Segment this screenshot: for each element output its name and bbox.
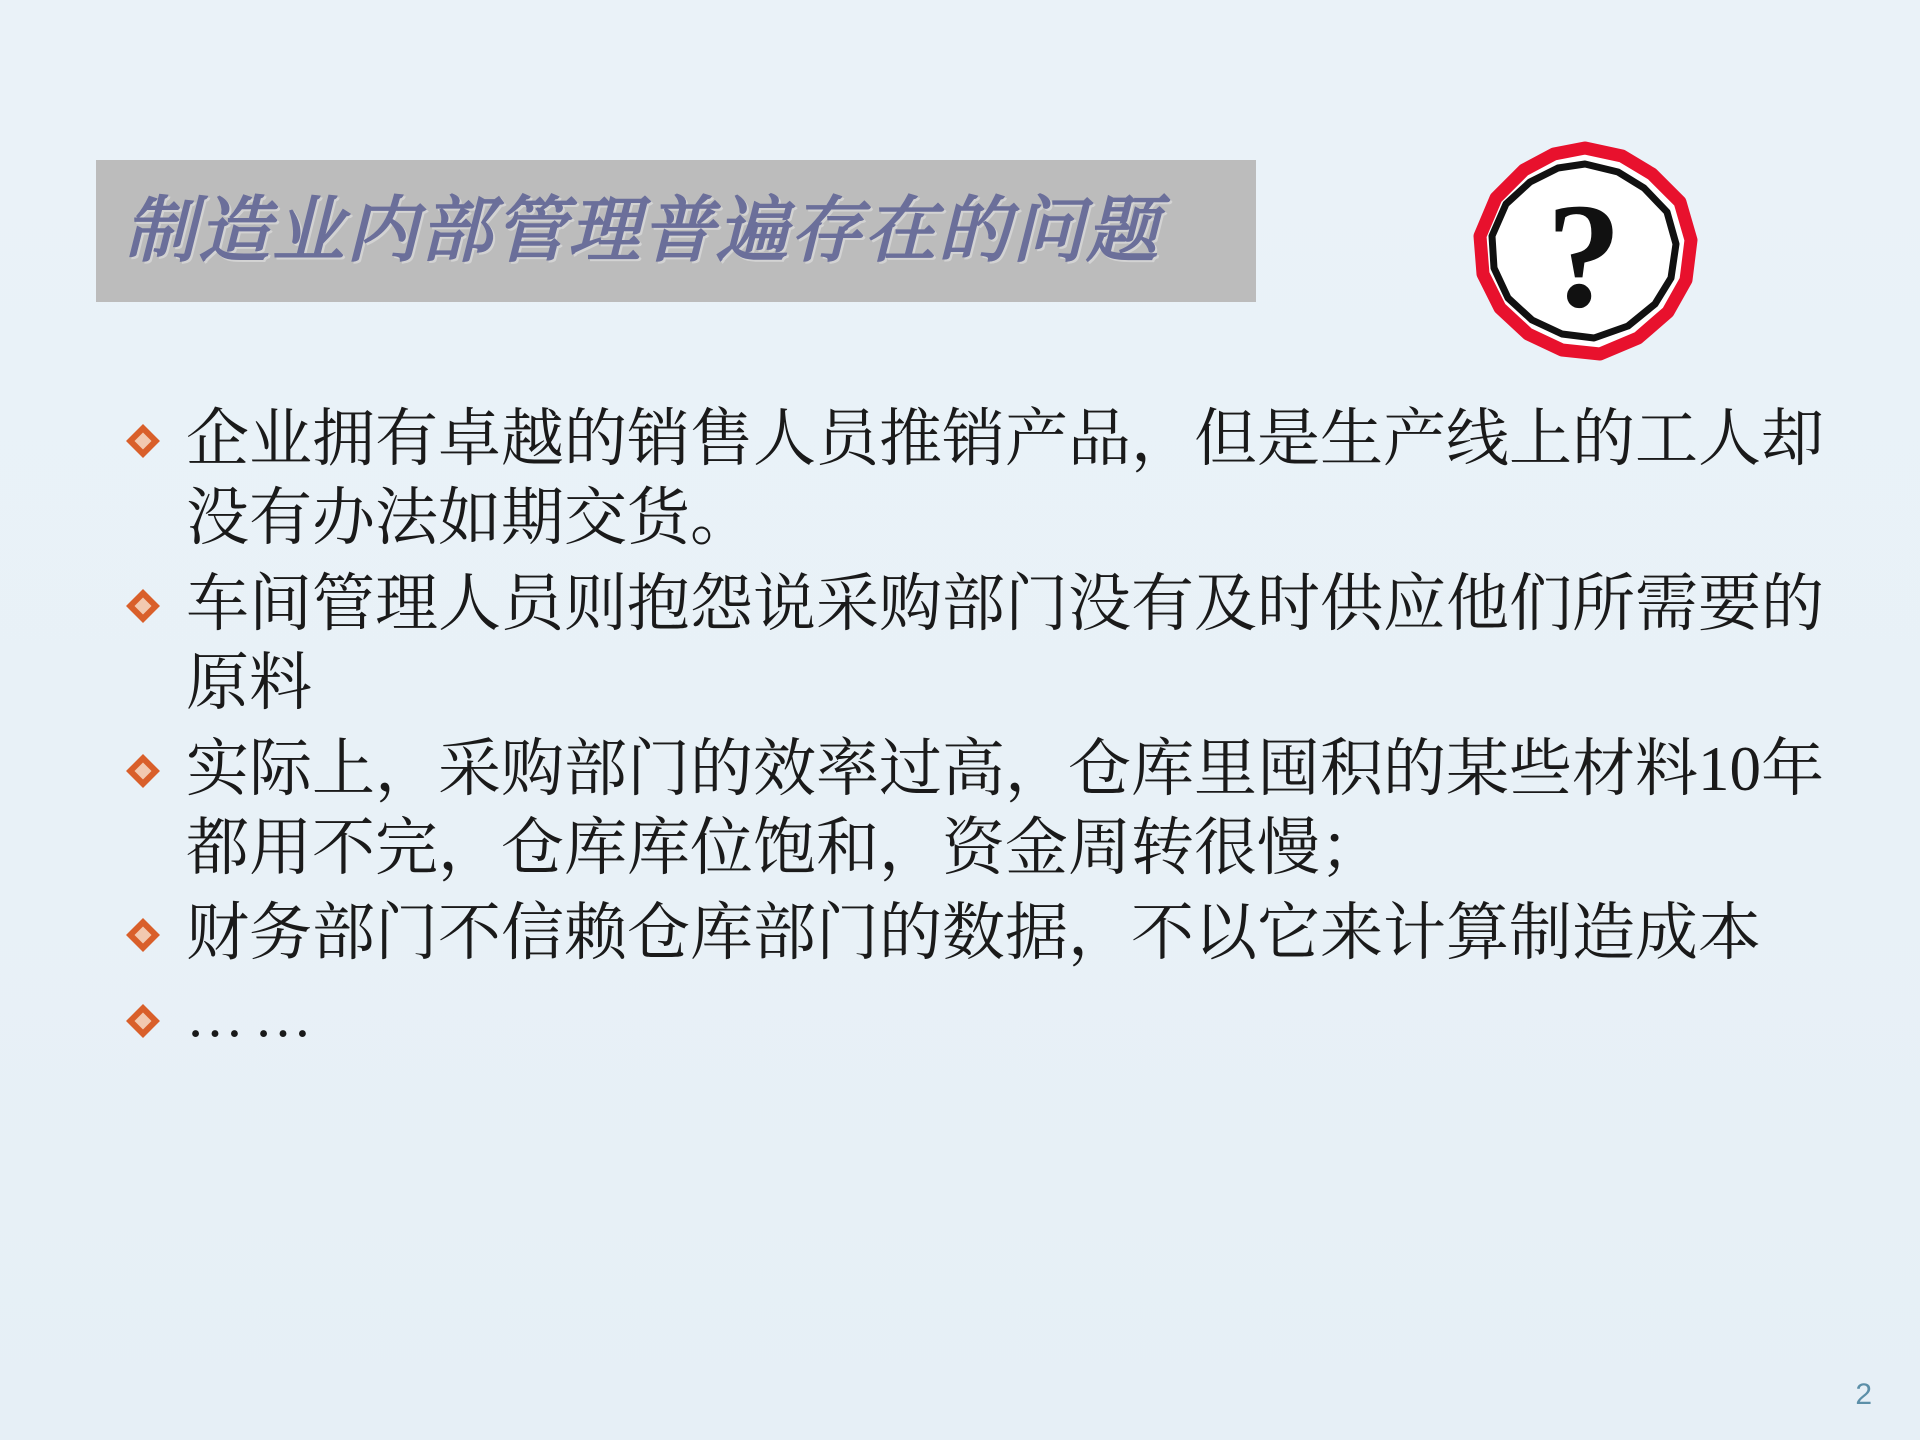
list-item	[120, 565, 1860, 724]
diamond-bullet-icon	[120, 730, 186, 786]
slide-title-bar	[96, 160, 1256, 302]
list-item	[120, 400, 1860, 559]
page-number: 2	[1855, 1378, 1872, 1411]
list-item-text: 车间管理人员则抱怨说采购部门没有及时供应他们所需要的原料	[186, 568, 1824, 719]
diamond-bullet-icon	[120, 565, 186, 621]
list-item	[120, 980, 1860, 1053]
diamond-bullet-icon	[120, 894, 186, 950]
question-mark-icon	[1470, 140, 1700, 370]
list-item-text: ……	[186, 983, 322, 1049]
list-item-text: 财务部门不信赖仓库部门的数据，不以它来计算制造成本	[186, 898, 1761, 969]
list-item	[120, 894, 1860, 973]
svg-text:?: ?	[1546, 173, 1622, 339]
diamond-bullet-icon	[120, 980, 186, 1036]
list-item-text: 实际上，采购部门的效率过高，仓库里囤积的某些材料10年都用不完，仓库库位饱和，资金周转很慢；	[186, 733, 1824, 883]
list-item	[120, 730, 1860, 889]
diamond-bullet-icon	[120, 400, 186, 456]
bullet-list	[120, 400, 1860, 1059]
list-item-text: 企业拥有卓越的销售人员推销产品，但是生产线上的工人却没有办法如期交货。	[186, 404, 1824, 554]
page-title: 制造业内部管理普遍存在的问题	[124, 191, 1161, 271]
